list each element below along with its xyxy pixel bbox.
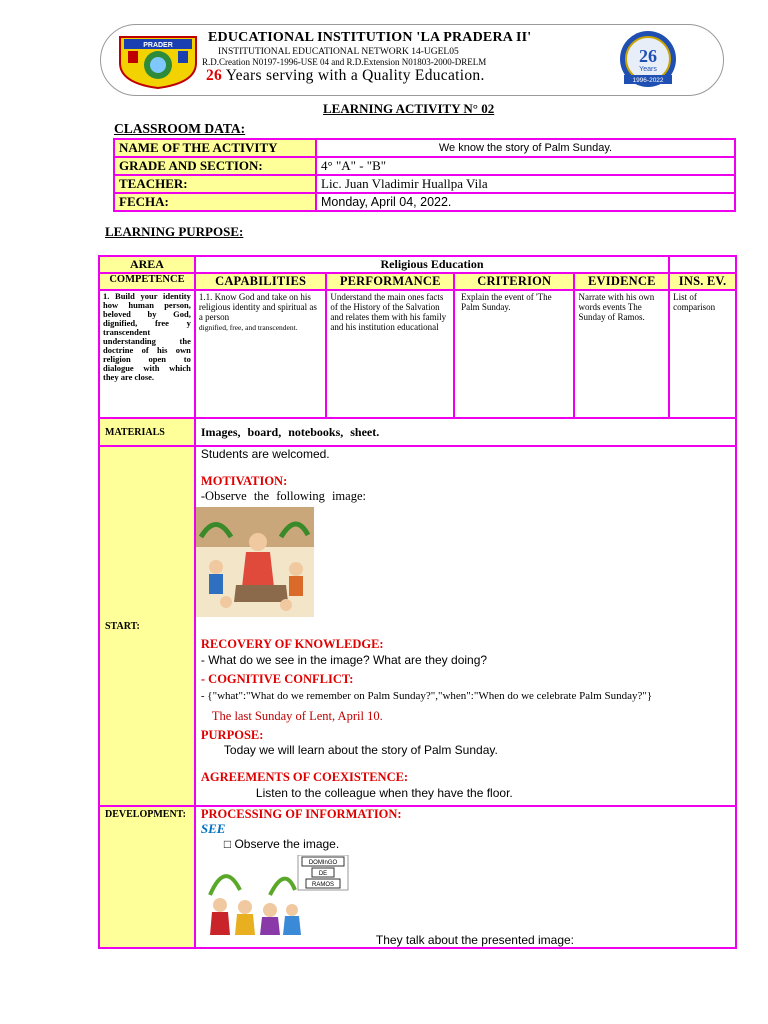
activity-table xyxy=(98,255,737,949)
activity-value: We know the story of Palm Sunday. xyxy=(316,139,735,157)
recovery-heading: RECOVERY OF KNOWLEDGE: xyxy=(200,637,384,651)
answer-text: The last Sunday of Lent, April 10. xyxy=(211,709,383,723)
teacher-value: Lic. Juan Vladimir Huallpa Vila xyxy=(316,175,735,193)
area-empty-cell xyxy=(669,256,736,273)
svg-text:RAMOS: RAMOS xyxy=(311,882,334,888)
header-competence: COMPETENCE xyxy=(99,273,195,290)
svg-text:DOMInGO: DOMInGO xyxy=(308,860,338,866)
development-content xyxy=(195,806,736,948)
processing-heading: PROCESSING OF INFORMATION: xyxy=(200,807,402,821)
area-value: Religious Education xyxy=(195,256,669,273)
materials-value: Images, board, notebooks, sheet. xyxy=(195,418,736,446)
motivation-heading: MOTIVATION: xyxy=(200,474,288,488)
recovery-question: - What do we see in the image? What are they doing? xyxy=(200,653,488,667)
grade-value: 4° "A" - "B" xyxy=(316,157,735,175)
criterion-text: Explain the event of 'The Palm Sunday. xyxy=(454,290,574,418)
classroom-heading: CLASSROOM DATA: xyxy=(114,121,246,136)
talk-text: They talk about the presented image: xyxy=(375,933,575,947)
start-content xyxy=(195,446,736,806)
see-heading: SEE xyxy=(200,821,226,836)
capabilities-text: 1.1. Know God and take on his religious identity and spiritual as a person dignified, free, and transcendent. xyxy=(195,290,327,418)
evidence-text: Narrate with his own words events The Sunday of Ramos. xyxy=(574,290,669,418)
agreements-text: Listen to the colleague when they have the floor. xyxy=(255,786,513,800)
agreements-heading: AGREEMENTS OF COEXISTENCE: xyxy=(200,770,409,784)
institution-name: EDUCATIONAL INSTITUTION 'LA PRADERA II' xyxy=(208,30,532,45)
instrument-text: List of comparison xyxy=(669,290,736,418)
header-capabilities: CAPABILITIES xyxy=(195,273,327,290)
header-performance: PERFORMANCE xyxy=(326,273,454,290)
years-motto: 26 Years serving with a Quality Education. xyxy=(206,67,485,84)
date-label: FECHA: xyxy=(114,193,316,211)
cognitive-question: - {"what":"What do we remember on Palm Sunday?","when":"When do we celebrate Palm Sunday?"} xyxy=(200,690,653,702)
school-crest-logo xyxy=(114,33,202,89)
date-value: Monday, April 04, 2022. xyxy=(316,193,735,211)
observe-instruction: -Observe the following image: xyxy=(200,489,366,503)
anniversary-badge xyxy=(606,29,690,91)
header-ins-ev: INS. EV. xyxy=(669,273,736,290)
area-label: AREA xyxy=(99,256,195,273)
development-label: DEVELOPMENT: xyxy=(99,806,195,948)
cognitive-heading: - COGNITIVE CONFLICT: xyxy=(200,672,354,686)
svg-text:26: 26 xyxy=(639,46,657,66)
competence-text: 1. Build your identity how human person, beloved by God, dignified, free y transcendent understanding the doctrine of his own religion open to dialogue with which they are close. xyxy=(99,290,195,418)
grade-label: GRADE AND SECTION: xyxy=(114,157,316,175)
classroom-data-table xyxy=(113,138,736,212)
palm-sunday-image xyxy=(196,507,314,617)
network-line: INSTITUTIONAL EDUCATIONAL NETWORK 14-UGEL05 xyxy=(218,47,459,57)
performance-text: Understand the main ones facts of the History of the Salvation and relates them with his family and his institution educational xyxy=(326,290,454,418)
learning-purpose-heading: LEARNING PURPOSE: xyxy=(105,224,244,239)
start-label: START: xyxy=(99,446,195,806)
observe-image-instruction: □ Observe the image. xyxy=(223,837,340,851)
purpose-text: Today we will learn about the story of Palm Sunday. xyxy=(223,743,498,757)
creation-line: R.D.Creation N0197-1996-USE 04 and R.D.Extension N01803-2000-DRELM xyxy=(202,57,487,67)
header-criterion: CRITERION xyxy=(454,273,574,290)
purpose-heading: PURPOSE: xyxy=(200,728,264,742)
activity-title: LEARNING ACTIVITY N° 02 xyxy=(323,101,495,116)
svg-text:DE: DE xyxy=(318,871,328,877)
welcome-text: Students are welcomed. xyxy=(200,447,330,461)
svg-text:Years: Years xyxy=(639,66,657,73)
activity-label: NAME OF THE ACTIVITY xyxy=(114,139,316,157)
header-evidence: EVIDENCE xyxy=(574,273,669,290)
domingo-de-ramos-image xyxy=(200,855,350,937)
materials-label: MATERIALS xyxy=(99,418,195,446)
teacher-label: TEACHER: xyxy=(114,175,316,193)
svg-text:1996-2022: 1996-2022 xyxy=(632,77,664,84)
svg-text:PRADER: PRADER xyxy=(143,42,173,49)
